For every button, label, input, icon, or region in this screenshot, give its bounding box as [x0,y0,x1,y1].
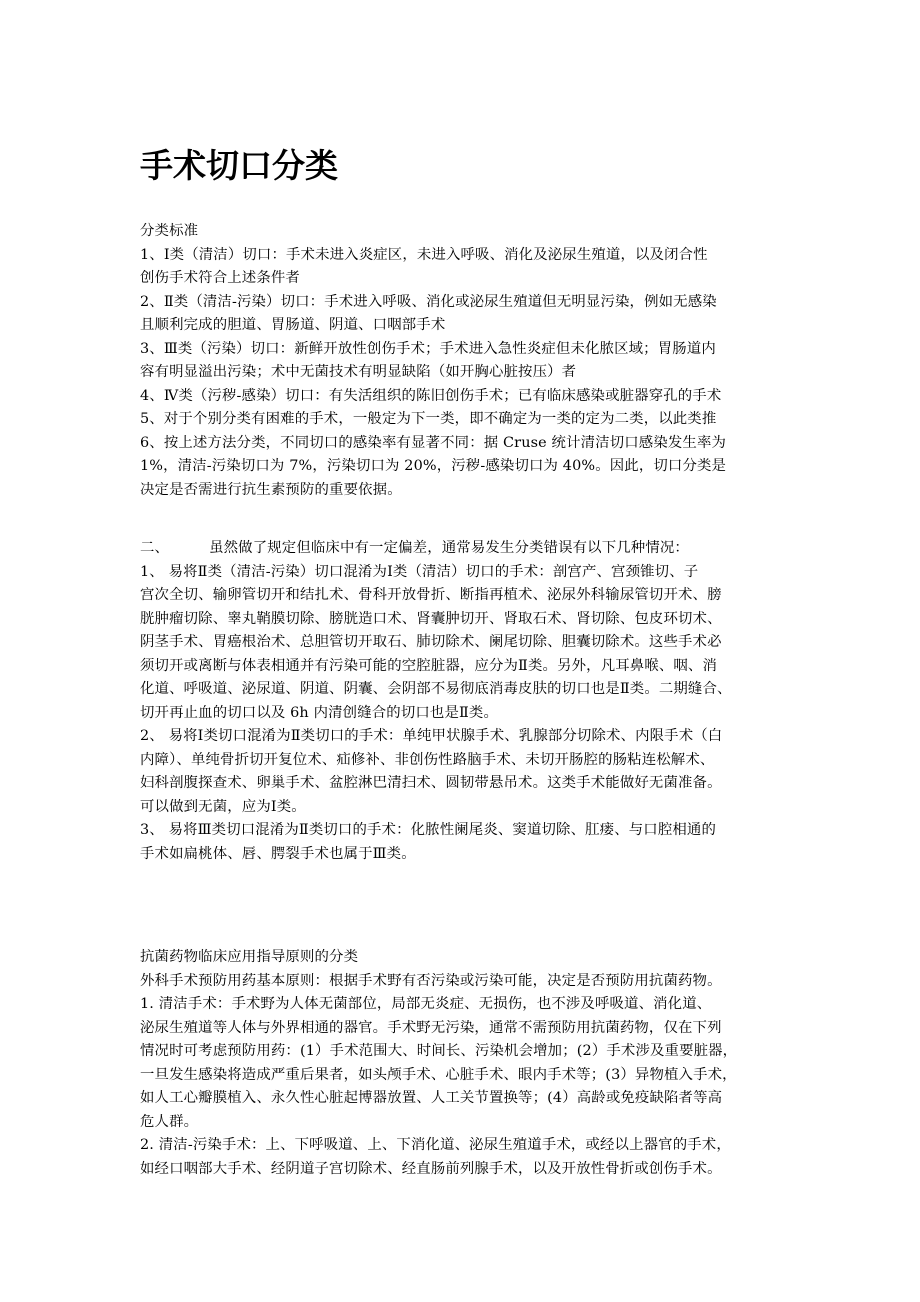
text-line: 切开再止血的切口以及 6h 内清创缝合的切口也是Ⅱ类。 [140,704,498,721]
text-line: 2、Ⅱ类（清洁-污染）切口：手术进入呼吸、消化或泌尿生殖道但无明显污染，例如无感染 [140,293,717,310]
misclassification-section [140,537,790,866]
text-line: 决定是否需进行抗生素预防的重要依据。 [140,481,402,498]
text-line: 可以做到无菌，应为Ⅰ类。 [140,798,306,815]
classification-standard-section [140,220,790,502]
text-line: 3、Ⅲ类（污染）切口：新鲜开放性创伤手术；手术进入急性炎症但未化脓区域；胃肠道内 [140,340,716,357]
text-line: 创伤手术符合上述条件者 [140,270,300,286]
text-line: 宫次全切、输卵管切开和结扎术、骨科开放骨折、断指再植术、泌尿外科输尿管切开术、膀 [140,587,722,603]
text-line: 如经口咽部大手术、经阴道子宫切除术、经直肠前列腺手术，以及开放性骨折或创伤手术。 [140,1160,722,1177]
text-line: 妇科剖腹探查术、卵巢手术、盆腔淋巴清扫术、圆韧带悬吊术。这类手术能做好无菌准备。 [140,775,722,791]
text-line: 外科手术预防用药基本原则：根据手术野有否污染或污染可能，决定是否预防用抗菌药物。 [140,972,722,989]
text-line: 且顺利完成的胆道、胃肠道、阴道、口咽部手术 [140,317,446,333]
text-line: 2. 清洁-污染手术：上、下呼吸道、上、下消化道、泌尿生殖道手术，或经以上器官的手术， [140,1137,731,1153]
text-line: 如人工心瓣膜植入、永久性心脏起博器放置、人工关节置换等；(4）高龄或免疫缺陷者等高 [140,1090,723,1106]
text-line: 2、 易将Ⅰ类切口混淆为Ⅱ类切口的手术：单纯甲状腺手术、乳腺部分切除术、内限手术（白 [140,728,723,744]
text-line: 1. 清洁手术：手术野为人体无菌部位，局部无炎症、无损伤，也不涉及呼吸道、消化道、 [140,996,712,1012]
antibiotic-guideline-section [140,946,790,1181]
text-line: 1%，清洁-污染切口为 7%，污染切口为 20%，污秽-感染切口为 40%。因此，切口分类是 [140,458,727,474]
text-line: 3、 易将Ⅲ类切口混淆为Ⅱ类切口的手术：化脓性阑尾炎、窦道切除、肛瘘、与口腔相通的 [140,822,716,838]
text-line: 一旦发生感染将造成严重后果者，如头颅手术、心脏手术、眼内手术等；(3）异物植入手术， [140,1066,737,1083]
section-heading-number: 二、 [140,540,170,556]
text-line: 1、Ⅰ类（清洁）切口：手术未进入炎症区，未进入呼吸、消化及泌尿生殖道，以及闭合性 [140,246,708,263]
page-title: 手术切口分类 [140,146,338,185]
text-line: 抗菌药物临床应用指导原则的分类 [140,949,359,965]
text-line: 化道、呼吸道、泌尿道、阴道、阴囊、会阴部不易彻底消毒皮肤的切口也是Ⅱ类。二期缝合、 [140,681,732,697]
text-line: 须切开或离断与体表相通并有污染可能的空腔脏器，应分为Ⅱ类。另外，凡耳鼻喉、咽、消 [140,657,718,674]
text-line: 泌尿生殖道等人体与外界相通的器官。手术野无污染，通常不需预防用抗菌药物，仅在下列 [140,1019,722,1036]
text-line: 内障）、单纯骨折切开复位术、疝修补、非创伤性路脑手术、未切开肠腔的肠粘连松解术、 [140,751,715,768]
text-line: 分类标准 [140,223,199,239]
text-line: 手术如扁桃体、唇、腭裂手术也属于Ⅲ类。 [140,845,416,862]
section-heading [140,537,790,561]
text-line: 5、对于个别分类有困难的手术，一般定为下一类，即不确定为一类的定为二类，以此类推 [140,411,717,427]
text-line: 情况时可考虑预防用药：(1）手术范围大、时间长、污染机会增加；(2）手术涉及重要脏器， [140,1043,738,1059]
section-heading-text: 虽然做了规定但临床中有一定偏差，通常易发生分类错误有以下几种情况： [209,540,689,556]
text-line: 6、按上述方法分类，不同切口的感染率有显著不同：据 Cruse 统计清洁切口感染发生率为 [140,434,727,451]
text-line: 胱肿瘤切除、睾丸鞘膜切除、膀胱造口术、肾囊肿切开、肾取石术、肾切除、包皮环切术、 [140,610,722,627]
text-line: 阴茎手术、胃癌根治术、总胆管切开取石、肺切除术、阑尾切除、胆囊切除术。这些手术必 [140,634,722,650]
text-line: 4、Ⅳ类（污秽-感染）切口：有失活组织的陈旧创伤手术；已有临床感染或脏器穿孔的手术 [140,387,722,404]
text-line: 1、 易将Ⅱ类（清洁-污染）切口混淆为Ⅰ类（清洁）切口的手术：剖宫产、宫颈锥切、子 [140,563,699,580]
text-line: 容有明显溢出污染；术中无菌技术有明显缺陷（如开胸心脏按压）者 [140,364,577,380]
text-line: 危人群。 [140,1113,199,1130]
